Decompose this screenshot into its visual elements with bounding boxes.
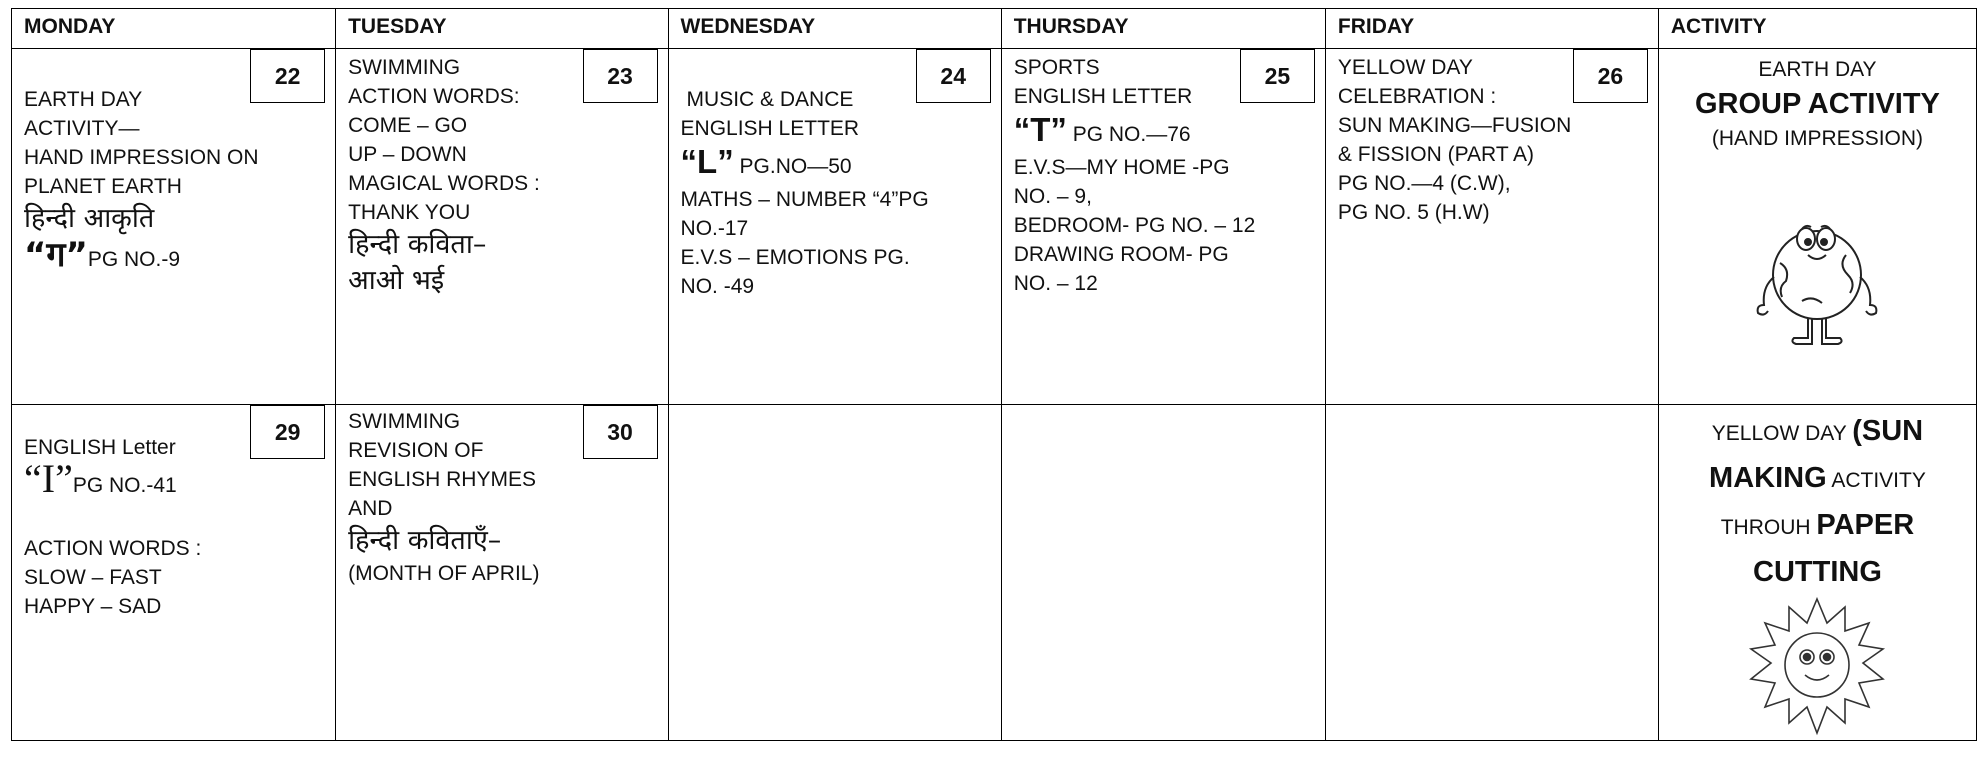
- cell-line: MAGICAL WORDS :: [348, 172, 540, 195]
- sun-cartoon-icon: [1671, 597, 1964, 737]
- cell-line: COME – GO: [348, 114, 468, 137]
- cell-line: UP – DOWN: [348, 143, 467, 166]
- cell-line: SWIMMING: [348, 410, 461, 433]
- activity-text-bold: MAKING: [1709, 462, 1827, 494]
- activity-text-bold: CUTTING: [1753, 556, 1882, 588]
- cell-line: YELLOW DAY: [1337, 56, 1473, 79]
- cell-line: PG NO.—4 (C.W),: [1337, 172, 1511, 195]
- letter-highlight: “I”: [24, 456, 73, 501]
- cell-line: CELEBRATION :: [1337, 85, 1497, 108]
- date-box: 22: [250, 49, 325, 103]
- cell-line: HAND IMPRESSION ON: [24, 146, 259, 169]
- cell-line: MUSIC & DANCE: [686, 88, 854, 111]
- page-ref: PG NO.—76: [1072, 123, 1191, 146]
- date-box: 30: [583, 405, 658, 459]
- date-box: 29: [250, 405, 325, 459]
- header-monday: MONDAY: [12, 9, 336, 49]
- activity-title: EARTH DAY: [1758, 58, 1877, 81]
- cell-line: E.V.S – EMOTIONS PG.: [680, 246, 910, 269]
- weekly-planner-table: [11, 8, 1977, 741]
- activity-heading: GROUP ACTIVITY: [1694, 88, 1940, 120]
- cell-friday-26: [1325, 49, 1658, 405]
- hindi-text: हिन्दी कविताएँ–: [348, 525, 502, 556]
- cell-wednesday-empty: [668, 405, 1001, 741]
- letter-highlight: “L”: [680, 143, 734, 180]
- cell-tuesday-30: [336, 405, 668, 741]
- activity-text: THROUH: [1720, 516, 1817, 539]
- cell-line: NO. -49: [680, 275, 755, 298]
- page-ref: PG.NO—50: [739, 155, 852, 178]
- week2-row: [12, 405, 1977, 741]
- header-wednesday: WEDNESDAY: [668, 9, 1001, 49]
- hindi-text: हिन्दी कविता–: [348, 229, 487, 260]
- cell-line: DRAWING ROOM- PG: [1013, 243, 1229, 266]
- activity-text: YELLOW DAY: [1711, 422, 1853, 445]
- cell-line: REVISION OF: [348, 439, 484, 462]
- date-box: 26: [1573, 49, 1648, 103]
- cell-activity-week1: [1658, 49, 1976, 405]
- date-box: 25: [1240, 49, 1315, 103]
- activity-text-bold: PAPER: [1816, 509, 1915, 541]
- earth-cartoon-icon: [1671, 205, 1964, 355]
- cell-line: THANK YOU: [348, 201, 471, 224]
- cell-line: E.V.S—MY HOME -PG: [1013, 156, 1230, 179]
- activity-subtitle: (HAND IMPRESSION): [1711, 127, 1924, 150]
- page-ref: PG NO.-9: [87, 248, 181, 271]
- date-box: 23: [583, 49, 658, 103]
- date-box: 24: [916, 49, 991, 103]
- cell-line: NO. – 9,: [1013, 185, 1092, 208]
- cell-line: ENGLISH LETTER: [1013, 85, 1193, 108]
- letter-highlight: “T”: [1013, 111, 1067, 148]
- hindi-text: आओ भई: [348, 265, 445, 296]
- cell-thursday-empty: [1001, 405, 1325, 741]
- cell-line: BEDROOM- PG NO. – 12: [1013, 214, 1256, 237]
- cell-line: PG NO. 5 (H.W): [1337, 201, 1490, 224]
- cell-line: PLANET EARTH: [24, 175, 182, 198]
- cell-line: ENGLISH Letter: [24, 436, 176, 459]
- page-ref: PG NO.-41: [72, 474, 177, 497]
- cell-line: & FISSION (PART A): [1337, 143, 1534, 166]
- cell-line: (MONTH OF APRIL): [348, 562, 540, 585]
- cell-activity-week2: [1658, 405, 1976, 741]
- cell-line: ACTION WORDS:: [348, 85, 520, 108]
- cell-line: SPORTS: [1013, 56, 1100, 79]
- cell-line: HAPPY – SAD: [24, 595, 162, 618]
- cell-line: ENGLISH LETTER: [680, 117, 860, 140]
- cell-line: ENGLISH RHYMES: [348, 468, 536, 491]
- cell-line: SWIMMING: [348, 56, 461, 79]
- activity-text: ACTIVITY: [1826, 469, 1926, 492]
- letter-highlight: “ग”: [24, 235, 88, 275]
- cell-monday-29: [12, 405, 336, 741]
- cell-friday-empty: [1325, 405, 1658, 741]
- header-activity: ACTIVITY: [1658, 9, 1976, 49]
- header-row: [12, 9, 1977, 49]
- cell-line: SLOW – FAST: [24, 566, 162, 589]
- cell-thursday-25: [1001, 49, 1325, 405]
- cell-line: NO. – 12: [1013, 272, 1098, 295]
- week1-row: [12, 49, 1977, 405]
- cell-tuesday-23: [336, 49, 668, 405]
- cell-line: ACTION WORDS :: [24, 537, 202, 560]
- header-friday: FRIDAY: [1325, 9, 1658, 49]
- cell-line: ACTIVITY—: [24, 117, 140, 140]
- cell-line: SUN MAKING—FUSION: [1337, 114, 1572, 137]
- activity-text-bold: (SUN: [1852, 415, 1924, 447]
- header-tuesday: TUESDAY: [336, 9, 668, 49]
- cell-monday-22: [12, 49, 336, 405]
- header-thursday: THURSDAY: [1001, 9, 1325, 49]
- cell-line: EARTH DAY: [24, 88, 143, 111]
- cell-wednesday-24: [668, 49, 1001, 405]
- cell-line: NO.-17: [680, 217, 749, 240]
- hindi-text: हिन्दी आकृति: [24, 203, 155, 234]
- cell-line: AND: [348, 497, 393, 520]
- cell-line: MATHS – NUMBER “4”PG: [680, 188, 929, 211]
